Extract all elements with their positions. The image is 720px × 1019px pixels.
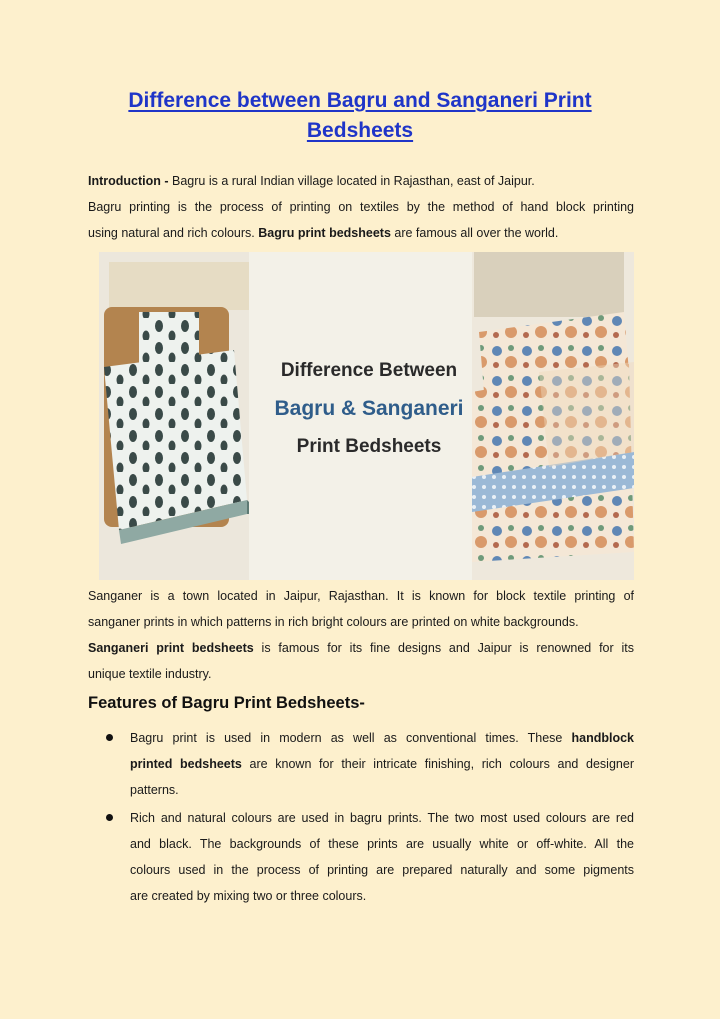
bullet-2-line-4: are created by mixing two or three colours. [130, 889, 367, 903]
sanganer-paragraph [88, 583, 634, 687]
hero-caption [259, 352, 479, 466]
bagru-keyword: Bagru print bedsheets [258, 226, 391, 240]
hero-line-1: Difference Between [280, 360, 458, 381]
sanganeri-keyword: Sanganeri print bedsheets [88, 641, 254, 655]
printed-bedsheets-keyword: printed bedsheets [130, 757, 242, 771]
hero-line-2: Bagru & Sanganeri [274, 397, 464, 420]
sanganer-line-2: sanganer prints in which patterns in rich bright colours are printed on white backgrounds. [88, 615, 579, 629]
intro-line-2: Bagru printing is the process of printing on textiles by the method of hand block printing [88, 200, 634, 214]
hero-line-3: Print Bedsheets [296, 436, 442, 457]
sanganer-line-4: unique textile industry. [88, 667, 212, 681]
sanganer-line-3: Sanganeri print bedsheets is famous for its fine designs and Jaipur is renowned for its [88, 641, 635, 655]
hero-banner-image [99, 252, 634, 580]
handblock-keyword: handblock [571, 731, 634, 745]
intro-label: Introduction - [88, 174, 173, 188]
page-title [80, 86, 640, 146]
title-line-1: Difference between Bagru and Sanganeri Print [128, 89, 592, 112]
bullet-2-line-1: Rich and natural colours are used in bagru prints. The two most used colours are red [130, 811, 634, 825]
bullet-2-marker [106, 814, 113, 821]
sanganer-line-1: Sanganer is a town located in Jaipur, Rajasthan. It is known for block textile printing of [88, 589, 634, 603]
intro-line-1: Introduction - Bagru is a rural Indian village located in Rajasthan, east of Jaipur. [88, 174, 535, 188]
bullet-1 [130, 725, 634, 803]
intro-paragraph [88, 168, 634, 246]
bullet-1-line-2: printed bedsheets are known for their intricate finishing, rich colours and designer [130, 757, 634, 771]
intro-line-3: using natural and rich colours. Bagru print bedsheets are famous all over the world. [88, 226, 559, 240]
title-line-2: Bedsheets [306, 119, 414, 142]
features-heading: Features of Bagru Print Bedsheets- [88, 694, 365, 712]
bullet-2-line-3: colours used in the process of printing are prepared naturally and some pigments [130, 863, 634, 877]
bullet-1-line-1: Bagru print is used in modern as well as conventional times. These handblock [130, 731, 634, 745]
bullet-2 [130, 805, 634, 909]
bullet-2-line-2: and black. The backgrounds of these prints are usually white or off-white. All the [130, 837, 634, 851]
bullet-1-marker [106, 734, 113, 741]
bullet-1-line-3: patterns. [130, 783, 179, 797]
